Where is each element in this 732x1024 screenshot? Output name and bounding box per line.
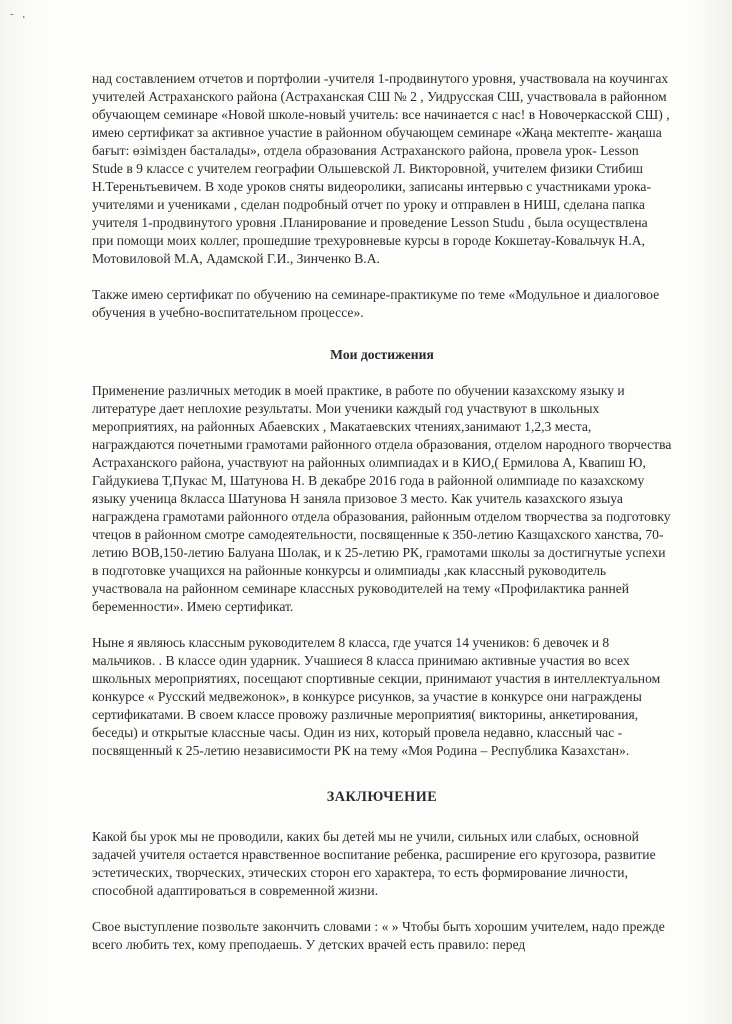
- paragraph-certificate: Также имею сертификат по обучению на семинаре-практикуме по теме «Модульное и диалоговое обучения в учебно-воспитательном процессе».: [92, 287, 660, 320]
- paragraph-class-teacher: Ныне я являюсь классным руководителем 8 класса, где учатся 14 учеников: 6 девочек и 8 мальчиков. . В классе один ударник. Учашиеся 8 класса принимаю активные участия во всех школьных мероприятиях, посещают спортивные секции, принимают участия в интеллектуальном конкурсе « Русский медвежонок», в конкурсе рисунков, за участие в конкурсе они награждены сертификатами. В своем классе провожу различные мероприятия( викторины, анкетирования, беседы) и открытые классные часы. Один из них, который провела недавно, классный час - посвященный к 25-летию независимости РК на тему «Моя Родина – Республика Казахстан».: [92, 635, 661, 758]
- paragraph-achievements: Применение различных методик в моей практике, в работе по обучении казахскому языку и литературе дает неплохие результаты. Мои ученики каждый год участвуют в школьных мероприятиях, на районных Абаевских , Макатаевских чтениях,занимают 1,2,3 места, награждаются почетными грамотами районного отдела образования, отделом народного творчества Астраханского района, участвуют на районных олимпиадах и в КИО,( Ермилова А, Квапиш Ю, Гайдукиева Т,Пукас М, Шатунова Н. В декабре 2016 года в районной олимпиаде по казахскому языку ученица 8класса Шатунова Н заняла призовое 3 место. Как учитель казахского языуа награждена грамотами районного отдела образования, районным отделом творчества за подготовку чтецов в районном смотре самодеятельности, посвященные к 350-летию Казщахского ханства, 70-летию ВОВ,150-летию Балуана Шолак, и к 25-летию РК, грамотами школы за достигнутые успехи в подготовке учащихся на районные конкурсы и олимпиады ,как классный руководитель участвовала на районном семинаре классных руководителей на тему «Профилактика ранней беременности». Имею сертификат.: [92, 383, 672, 614]
- document-body: [92, 70, 672, 954]
- heading-conclusion: ЗАКЛЮЧЕНИЕ: [326, 789, 438, 805]
- heading-achievements: Мои достижения: [330, 347, 434, 362]
- paragraph-intro: над составлением отчетов и портфолии -учителя 1-продвинутого уровня, участвовала на коучингах учителей Астраханского района (Астраханская СШ № 2 , Уидрусская СШ, участвовала в районном обучающем семинаре «Новой школе-новый учитель: все начинается с нас! в Новочеркасской СШ) , имею сертификат за активное участие в районном обучающем семинаре «Жаңа мектепте- жаңаша бағыт: өзімізден басталады», отдела образования Астраханского района, провела урок- Lesson Stude в 9 классе с учителем географии Ольшевской Л. Викторовной, учителем физики Стибиш Н.Тереньтьевичем. В ходе уроков сняты видеоролики, записаны интервью с участниками урока- учителями и учениками , сделан подробный отчет по уроку и отправлен в НИШ, сделана папка учителя 1-продвинутого уровня .Планирование и проведение Lesson Studu , была осуществлена при помощи моих коллег, прошедшие трехуровневые курсы в городе Кокшетау-Ковальчук Н.А, Мотовиловой М.А, Адамской Г.И., Зинченко В.А.: [92, 71, 670, 266]
- paragraph-conclusion-2: Свое выступление позвольте закончить словами : « » Чтобы быть хорошим учителем, надо прежде всего любить тех, кому преподаешь. У детских врачей есть правило: перед: [92, 919, 665, 952]
- paragraph-conclusion-1: Какой бы урок мы не проводили, каких бы детей мы не учили, сильных или слабых, основной задачей учителя остается нравственное воспитание ребенка, расширение его кругозора, развитие эстетических, творческих, этических сторон его характера, то есть формирование личности, способной адаптироваться в современной жизни.: [92, 829, 656, 898]
- scan-edge-mark: - ,: [10, 8, 29, 20]
